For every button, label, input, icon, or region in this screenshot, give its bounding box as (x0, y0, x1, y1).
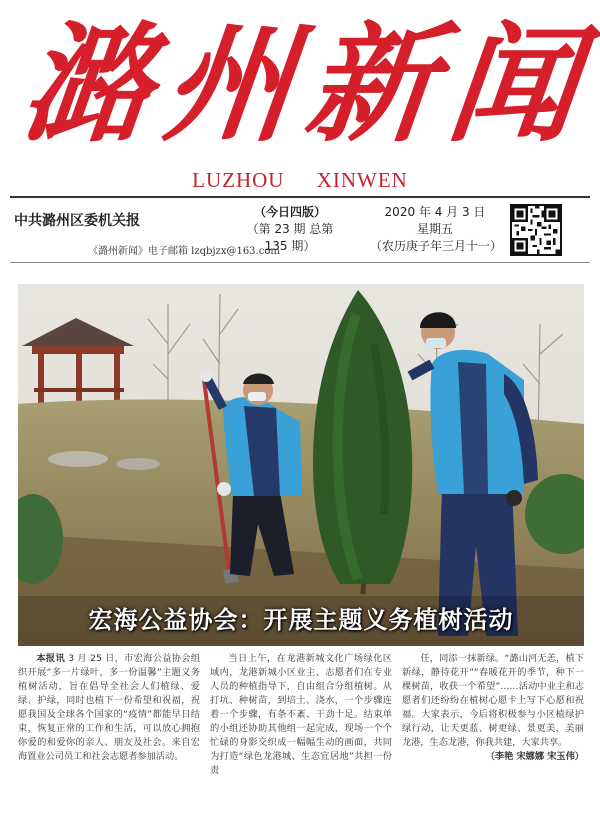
article-column-3 (402, 652, 584, 802)
tree-planting-photo (18, 284, 584, 646)
article-column-1-text: 3 月 25 日，市宏海公益协会组织开展“多一片绿叶，多一份温馨”主题义务植树活动，旨在倡导全社会人们植绿、爱绿、护绿，同时也植下一份希望和祝福，祝愿我国及全球各个国家的“疫情”都能早日结束，恢复正常的工作和生活，可以放心拥抱你爱的和爱你的亲人、朋友及社会。来自宏海置业公司员工和社会志愿者参加活动。 (18, 653, 200, 762)
article-column-2 (210, 652, 392, 802)
article-column-2-text: 当日上午，在龙港新城文化广场绿化区域内，龙港新城小区业主、志愿者们在专业人员的种植指导下，自由组合分组植树。从打坑、种树苗，到培土、浇水，一个步骤连着一个步骤，有条不紊、干劲十足。结束单的小组还协助其他组一起完成，现场一个个忙碌的身影交织成一幅幅生动的画面，共同为打造“绿色龙港城、生态宜居地”共担一份责 (210, 653, 392, 776)
date-block (370, 204, 503, 255)
lunar-date: （农历庚子年三月十一） (370, 239, 503, 253)
title-char-2: 州 (157, 10, 301, 160)
section-rule (10, 262, 590, 263)
article-byline: （李艳 宋娜娜 宋玉伟） (485, 751, 584, 762)
title-char-4: 闻 (441, 10, 585, 160)
title-char-1: 潞 (15, 10, 159, 160)
newspaper-title (0, 10, 600, 160)
issue-number: （第 23 期 总第 135 期） (246, 222, 334, 253)
newspaper-title-pinyin: LUZHOU XINWEN (192, 168, 408, 192)
headline (18, 598, 584, 636)
article-column-1 (18, 652, 200, 802)
article-body (18, 652, 584, 802)
organization-label: 中共潞州区委机关报 (14, 213, 140, 229)
weekday: 星期五 (416, 222, 453, 236)
article-lead: 本报讯 (36, 653, 65, 664)
title-char-3: 新 (299, 10, 443, 160)
masthead (0, 0, 600, 200)
article-column-3-text: 任，同添一抹新绿。“潞山河无恙，植下新绿，静待花开”“春暖花开的季节，种下一棵树苗，收获一个希望”……活动中业主和志愿者们还纷纷在植树心愿卡上写下心愿和祝福。大家表示，今后将积极参与小区植绿护绿行动，让天更蓝、树更绿、景更美，美丽龙港，生态龙港，你我共建，大家共享。 (402, 653, 584, 748)
qr-code-icon[interactable] (510, 204, 562, 256)
issue-date: 2020 年 4 月 3 日 (384, 205, 486, 219)
headline-text: 宏海公益协会：开展主题义务植树活动 (88, 604, 514, 634)
email-line[interactable]: 《潞州新闻》电子邮箱 lzqbjzx@163.com (88, 246, 280, 257)
page-count: （今日四版） (253, 205, 326, 219)
